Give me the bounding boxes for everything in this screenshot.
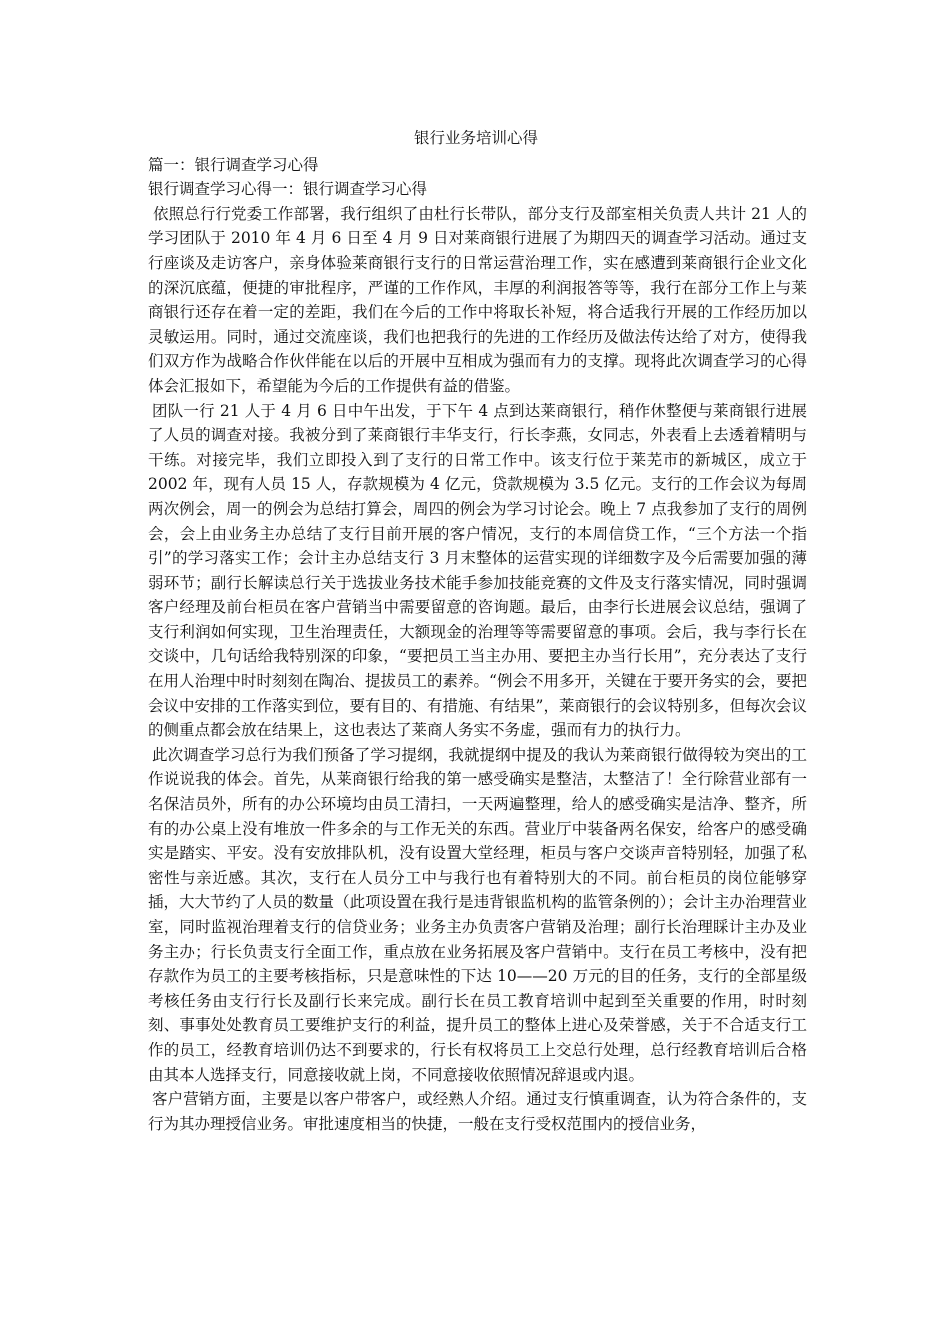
document-body [145,126,807,1136]
paragraph-1: 依照总行行党委工作部署，我行组织了由杜行长带队，部分支行及部室相关负责人共计 21 人的学习团队于 2010 年 4 月 6 日至 4 月 9 日对莱商银行进展了为期四天的调查学习活动。通过支行座谈及走访客户，亲身体验莱商银行支行的日常运营治理工作，实在感遭到莱商银行企业文化的深沉底蕴，便捷的审批程序，严谨的工作作风，丰厚的利润报答等等，我行在部分工作上与莱商银行还存在着一定的差距，我们在今后的工作中将取长补短，将合适我行开展的工作经历加以灵敏运用。同时，通过交流座谈，我们也把我行的先进的工作经历及做法传达给了对方，使得我们双方作为战略合作伙伴能在以后的开展中互相成为强而有力的支撑。现将此次调查学习的心得体会汇报如下，希望能为今后的工作提供有益的借鉴。 [148,204,807,395]
section-heading: 篇一：银行调查学习心得 [148,155,319,174]
subheading: 银行调查学习心得一：银行调查学习心得 [148,180,428,199]
document-title: 银行业务培训心得 [413,129,538,147]
paragraph-3: 此次调查学习总行为我们预备了学习提纲，我就提纲中提及的我认为莱商银行做得较为突出的工作说说我的体会。首先，从莱商银行给我的第一感受确实是整洁，太整洁了！全行除营业部有一名保洁员外，所有的办公环境均由员工清扫，一天两遍整理，给人的感受确实是洁净、整齐，所有的办公桌上没有堆放一件多余的与工作无关的东西。营业厅中装备两名保安，给客户的感受确实是踏实、平安。没有安放排队机，没有设置大堂经理，柜员与客户交谈声音特别轻，加强了私密性与亲近感。其次，支行在人员分工中与我行也有着特别大的不同。前台柜员的岗位能够穿插，大大节约了人员的数量（此项设置在我行是违背银监机构的监管条例的）；会计主办治理营业室，同时监视治理着支行的信贷业务；业务主办负责客户营销及治理；副行长治理睬计主办及业务主办；行长负责支行全面工作，重点放在业务拓展及客户营销中。支行在员工考核中，没有把存款作为员工的主要考核指标，只是意味性的下达 10——20 万元的目的任务，支行的全部星级考核任务由支行行长及副行长来完成。副行长在员工教育培训中起到至关重要的作用，时时刻刻、事事处处教育员工要维护支行的利益，提升员工的整体上进心及荣誉感，关于不合适支行工作的员工，经教育培训仍达不到要求的，行长有权将员工上交总行处理，总行经教育培训后合格由其本人选择支行，同意接收就上岗，不同意接收依照情况辞退或内退。 [148,745,807,1084]
paragraph-2: 团队一行 21 人于 4 月 6 日中午出发，于下午 4 点到达莱商银行，稍作休整便与莱商银行进展了人员的调查对接。我被分到了莱商银行丰华支行，行长李燕，女同志，外表看上去透着精明与干练。对接完毕，我们立即投入到了支行的日常工作中。该支行位于莱芜市的新城区，成立于 2002 年，现有人员 15 人，存款规模为 4 亿元，贷款规模为 3.5 亿元。支行的工作会议为每周两次例会，周一的例会为总结打算会，周四的例会为学习讨论会。晚上 7 点我参加了支行的周例会，会上由业务主办总结了支行目前开展的客户情况，支行的本周信贷工作，“三个方法一个指引”的学习落实工作；会计主办总结支行 3 月末整体的运营实现的详细数字及今后需要加强的薄弱环节；副行长解读总行关于选拔业务技术能手参加技能竞赛的文件及支行落实情况，同时强调客户经理及前台柜员在客户营销当中需要留意的咨询题。最后，由李行长进展会议总结，强调了支行利润如何实现，卫生治理责任，大额现金的治理等等需要留意的事项。会后，我与李行长在交谈中，几句话给我特别深的印象，“要把员工当主办用、要把主办当行长用”，充分表达了支行在用人治理中时时刻刻在陶冶、提拔员工的素养。“例会不用多开，关键在于要开务实的会，要把会议中安排的工作落实到位，要有目的、有措施、有结果”，莱商银行的会议特别多，但每次会议的侧重点都会放在结果上，这也表达了莱商人务实不务虚，强而有力的执行力。 [148,401,807,740]
paragraph-4: 客户营销方面，主要是以客户带客户，或经熟人介绍。通过支行慎重调查，认为符合条件的，支行为其办理授信业务。审批速度相当的快捷，一般在支行受权范围内的授信业务， [148,1090,807,1133]
